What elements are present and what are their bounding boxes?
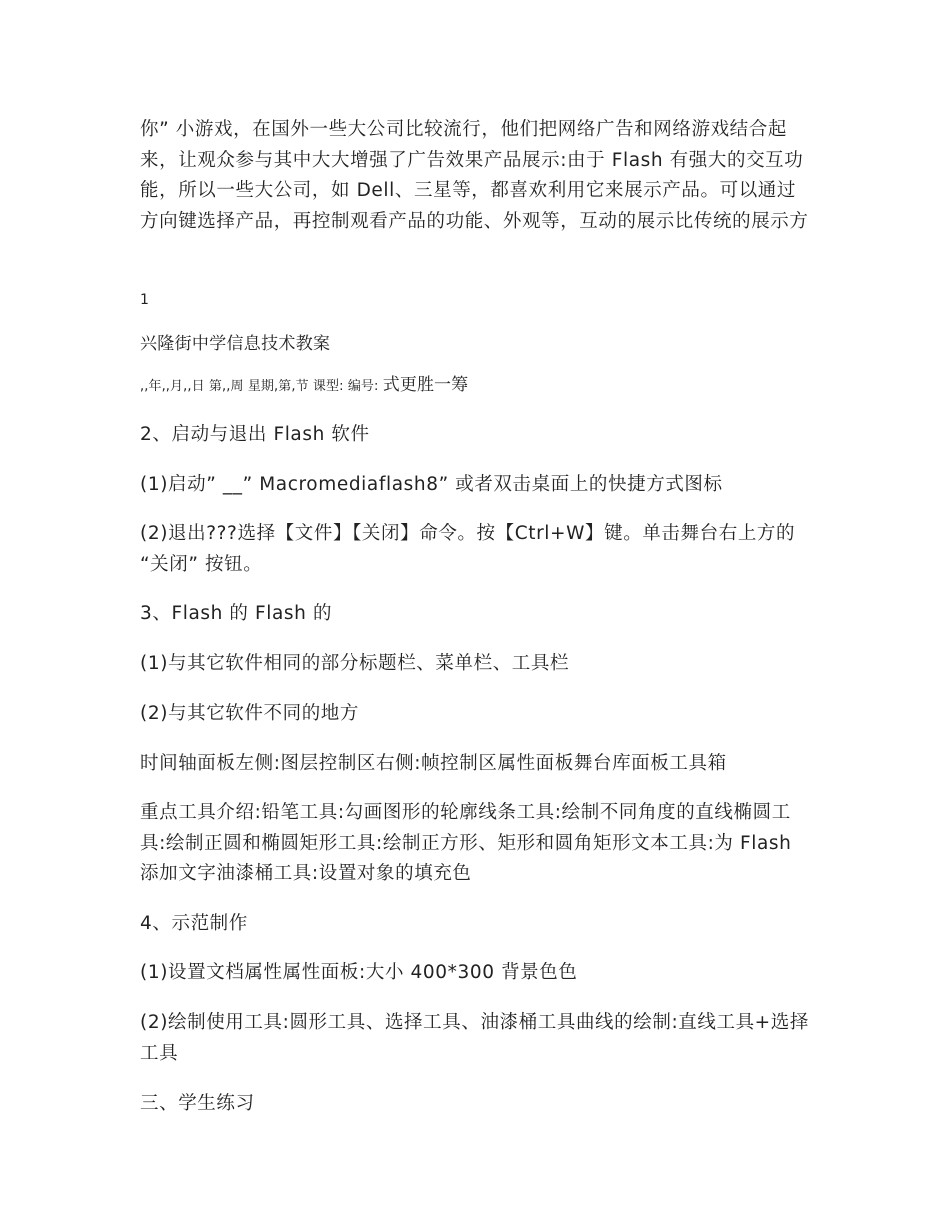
section-2-title: 2、启动与退出 Flash 软件: [140, 424, 370, 445]
section-2-item-1: (1)启动” __” Macromediaflash8” 或者双击桌面上的快捷方式图标: [140, 474, 723, 495]
lesson-meta-line: [140, 373, 815, 399]
section-student-practice-title: 三、学生练习: [140, 1093, 255, 1114]
school-header: 兴隆街中学信息技术教案: [140, 334, 331, 354]
key-tools-description: 重点工具介绍:铅笔工具:勾画图形的轮廓线条工具:绘制不同角度的直线椭圆工具:绘制正圆和椭圆矩形工具:绘制正方形、矩形和圆角矩形文本工具:为 Flash 添加文字油漆桶工具:设置对象的填充色: [140, 802, 792, 884]
lesson-meta-tail: 式更胜一筹: [382, 375, 469, 395]
section-2-item-2: (2)退出???选择【文件】【关闭】命令。按【Ctrl+W】键。单击舞台右上方的 “关闭” 按钮。: [140, 523, 796, 575]
page-number: 1: [140, 292, 150, 308]
lesson-meta-fields: ,,年,,月,,日 第,,周 星期,第,节 课型: 编号:: [140, 379, 379, 394]
section-3-item-2: (2)与其它软件不同的地方: [140, 703, 360, 724]
section-3-item-1: (1)与其它软件相同的部分标题栏、菜单栏、工具栏: [140, 653, 570, 674]
document-page: [140, 0, 815, 1230]
section-3-title: 3、Flash 的 Flash 的: [140, 603, 333, 624]
section-4-item-2: (2)绘制使用工具:圆形工具、选择工具、油漆桶工具曲线的绘制:直线工具+选择工具: [140, 1012, 809, 1064]
section-4-item-1: (1)设置文档属性属性面板:大小 400*300 背景色色: [140, 962, 578, 983]
timeline-panel-description: 时间轴面板左侧:图层控制区右侧:帧控制区属性面板舞台库面板工具箱: [140, 753, 727, 774]
intro-paragraph: 你” 小游戏，在国外一些大公司比较流行，他们把网络广告和网络游戏结合起来，让观众参与其中大大增强了广告效果产品展示:由于 Flash 有强大的交互功能，所以一些大公司，如 Dell、三星等，都喜欢利用它来展示产品。可以通过方向键选择产品，再控制观看产品的功能、外观等，互动的展示比传统的展示方: [140, 119, 809, 232]
section-4-title: 4、示范制作: [140, 913, 248, 934]
